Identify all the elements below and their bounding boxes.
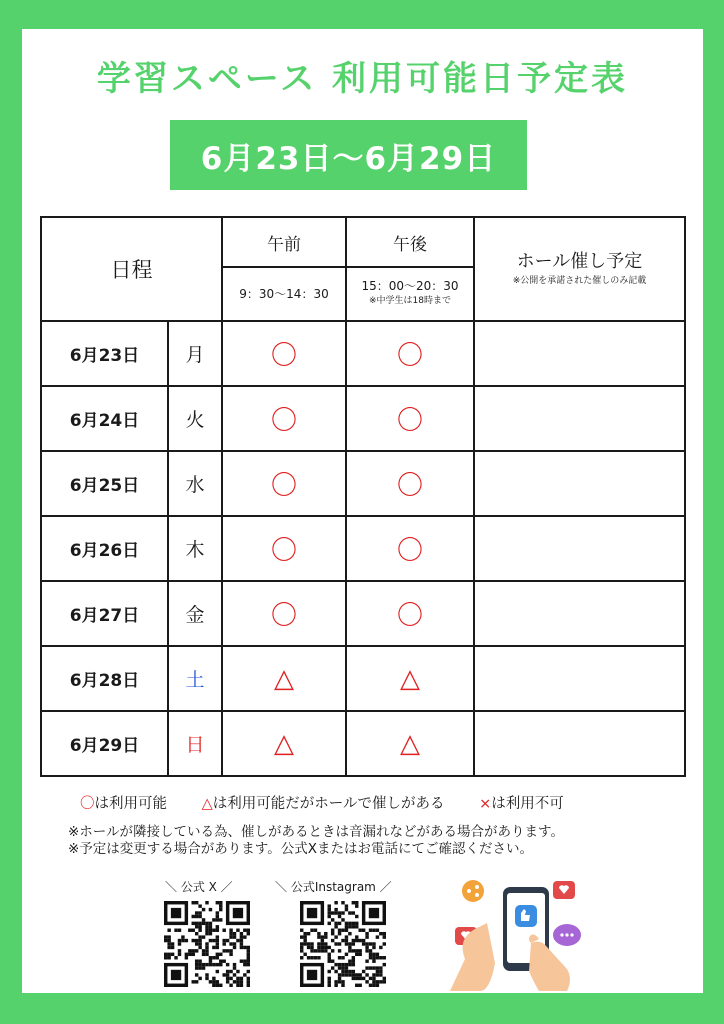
hall-header	[474, 217, 685, 321]
table-row	[41, 386, 685, 451]
row-weekday: 木	[168, 516, 222, 581]
row-pm-status: △	[346, 646, 474, 711]
row-weekday: 火	[168, 386, 222, 451]
row-date: 6月27日	[41, 581, 168, 646]
row-hall-event	[474, 451, 685, 516]
am-time: 9：30〜14：30	[222, 267, 346, 321]
row-am-status: 〇	[222, 321, 346, 386]
notes	[68, 824, 688, 858]
row-am-status: △	[222, 646, 346, 711]
row-pm-status: 〇	[346, 581, 474, 646]
hall-header-note: ※公開を承諾された催しのみ記載	[512, 276, 647, 286]
qr-x-label: ＼ 公式 X ／	[165, 880, 233, 894]
row-am-status: 〇	[222, 581, 346, 646]
row-weekday: 水	[168, 451, 222, 516]
qr-code-instagram-icon[interactable]	[300, 901, 386, 987]
row-hall-event	[474, 516, 685, 581]
row-hall-event	[474, 321, 685, 386]
table-row	[41, 711, 685, 776]
legend-partial-text: は利用可能だがホールで催しがある	[212, 796, 445, 812]
note-line: ※予定は変更する場合があります。公式Xまたはお電話にてご確認ください。	[68, 841, 533, 857]
pm-time	[346, 267, 474, 321]
legend-unavailable	[479, 796, 564, 812]
note-line: ※ホールが隣接している為、催しがあるときは音漏れなどがある場合があります。	[68, 824, 564, 840]
row-date: 6月25日	[41, 451, 168, 516]
row-date: 6月23日	[41, 321, 168, 386]
pm-time-note: ※中学生は18時まで	[369, 296, 451, 306]
row-pm-status: 〇	[346, 451, 474, 516]
date-range-banner: 6月23日〜6月29日	[170, 120, 527, 190]
table-row	[41, 581, 685, 646]
row-date: 6月28日	[41, 646, 168, 711]
pm-header: 午後	[346, 217, 474, 267]
cross-symbol: ×	[479, 796, 492, 812]
am-header: 午前	[222, 217, 346, 267]
row-weekday: 月	[168, 321, 222, 386]
row-pm-status: △	[346, 711, 474, 776]
legend	[80, 792, 680, 813]
table-row	[41, 321, 685, 386]
row-hall-event	[474, 581, 685, 646]
row-date: 6月29日	[41, 711, 168, 776]
row-pm-status: 〇	[346, 321, 474, 386]
table-row	[41, 516, 685, 581]
circle-symbol: 〇	[80, 796, 95, 812]
qr-code-x-icon[interactable]	[164, 901, 250, 987]
row-pm-status: 〇	[346, 516, 474, 581]
pm-time-value: 15：00〜20：30	[361, 279, 459, 293]
row-hall-event	[474, 646, 685, 711]
qr-instagram-label: ＼ 公式Instagram ／	[275, 880, 392, 894]
smartphone-social-icon	[435, 869, 585, 991]
triangle-symbol: △	[201, 796, 213, 812]
row-am-status: 〇	[222, 386, 346, 451]
legend-unavailable-text: は利用不可	[491, 796, 564, 812]
legend-available-text: は利用可能	[94, 796, 167, 812]
schedule-header: 日程	[41, 217, 222, 321]
row-pm-status: 〇	[346, 386, 474, 451]
hall-header-label: ホール催し予定	[516, 251, 643, 272]
table-row	[41, 646, 685, 711]
row-weekday: 日	[168, 711, 222, 776]
schedule-table	[40, 216, 686, 777]
poster	[22, 29, 703, 993]
row-weekday: 土	[168, 646, 222, 711]
row-hall-event	[474, 386, 685, 451]
legend-partial	[202, 796, 445, 812]
row-date: 6月24日	[41, 386, 168, 451]
row-am-status: 〇	[222, 451, 346, 516]
row-am-status: 〇	[222, 516, 346, 581]
table-row	[41, 451, 685, 516]
row-weekday: 金	[168, 581, 222, 646]
row-date: 6月26日	[41, 516, 168, 581]
row-hall-event	[474, 711, 685, 776]
page-title: 学習スペース 利用可能日予定表	[96, 59, 629, 99]
row-am-status: △	[222, 711, 346, 776]
legend-available	[80, 796, 167, 812]
